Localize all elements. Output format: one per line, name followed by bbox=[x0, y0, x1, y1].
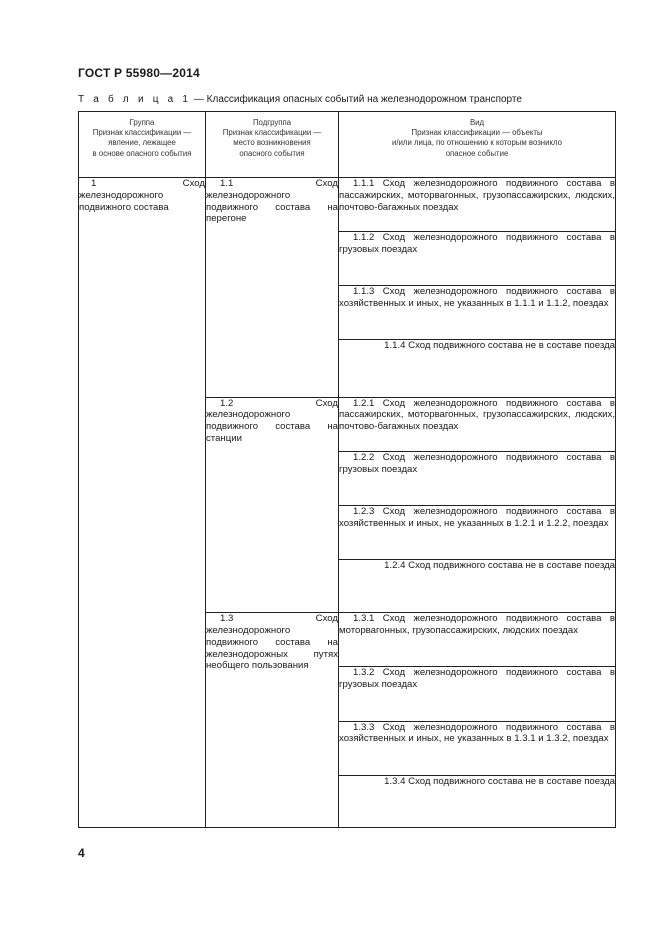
page-number: 4 bbox=[78, 846, 85, 860]
kind-cell: 1.3.1 Сход железнодорожного подвижного состава в моторвагонных, грузопассажирских, людских поездах bbox=[339, 613, 616, 667]
header-kind bbox=[339, 112, 616, 178]
subgroup-cell: 1.3 Сход железнодорожного подвижного состава на железнодорожных путях необщего пользования bbox=[206, 613, 339, 828]
header-subgroup bbox=[206, 112, 339, 178]
header-kind-line1: Признак классификации — объекты bbox=[411, 128, 543, 138]
kind-cell: 1.2.2 Сход железнодорожного подвижного состава в грузовых поездах bbox=[339, 451, 616, 505]
header-kind-line2: и/или лица, по отношению к которым возникло bbox=[392, 138, 562, 148]
table-header-row bbox=[79, 112, 616, 178]
kind-cell: 1.2.3 Сход железнодорожного подвижного состава в хозяйственных и иных, не указанных в 1.2.1 и 1.2.2, поездах bbox=[339, 505, 616, 559]
classification-table bbox=[78, 111, 616, 828]
table-row bbox=[79, 178, 616, 232]
header-kind-title: Вид bbox=[469, 118, 485, 127]
header-kind-line3: опасное событие bbox=[445, 148, 509, 158]
header-subgroup-line2: место возникновения bbox=[233, 138, 311, 148]
kind-cell: 1.1.4 Сход подвижного состава не в составе поезда bbox=[339, 340, 616, 397]
kind-cell: 1.1.1 Сход железнодорожного подвижного состава в пассажирских, моторвагонных, грузопассажирских, людских, почтово-багажных поездах bbox=[339, 178, 616, 232]
table-caption-text: — Классификация опасных событий на железнодорожном транспорте bbox=[191, 94, 522, 105]
kind-cell: 1.3.4 Сход подвижного состава не в составе поезда bbox=[339, 775, 616, 827]
table-caption bbox=[78, 94, 522, 105]
subgroup-cell: 1.1 Сход железнодорожного подвижного состава на перегоне bbox=[206, 178, 339, 398]
group-cell: 1 Сход железнодорожного подвижного состава bbox=[79, 178, 206, 828]
header-group-line3: в основе опасного события bbox=[92, 148, 192, 158]
kind-cell: 1.3.2 Сход железнодорожного подвижного состава в грузовых поездах bbox=[339, 667, 616, 721]
header-group bbox=[79, 112, 206, 178]
kind-cell: 1.3.3 Сход железнодорожного подвижного состава в хозяйственных и иных, не указанных в 1.3.1 и 1.3.2, поездах bbox=[339, 721, 616, 775]
header-group-line1: Признак классификации — bbox=[92, 128, 192, 138]
kind-cell: 1.2.1 Сход железнодорожного подвижного состава в пассажирских, моторвагонных, грузопассажирских, людских, почтово-багажных поездах bbox=[339, 397, 616, 451]
table-caption-prefix: Т а б л и ц а 1 bbox=[78, 94, 192, 105]
header-group-title: Группа bbox=[129, 118, 155, 127]
header-subgroup-line1: Признак классификации — bbox=[222, 128, 322, 138]
subgroup-cell: 1.2 Сход железнодорожного подвижного состава на станции bbox=[206, 397, 339, 613]
header-subgroup-line3: опасного события bbox=[239, 148, 305, 158]
kind-cell: 1.1.3 Сход железнодорожного подвижного состава в хозяйственных и иных, не указанных в 1.1.1 и 1.1.2, поездах bbox=[339, 286, 616, 340]
header-group-line2: явление, лежащее bbox=[108, 138, 176, 148]
header-subgroup-title: Подгруппа bbox=[252, 118, 292, 127]
kind-cell: 1.1.2 Сход железнодорожного подвижного состава в грузовых поездах bbox=[339, 232, 616, 286]
kind-cell: 1.2.4 Сход подвижного состава не в составе поезда bbox=[339, 560, 616, 613]
document-code: ГОСТ Р 55980—2014 bbox=[78, 66, 200, 80]
